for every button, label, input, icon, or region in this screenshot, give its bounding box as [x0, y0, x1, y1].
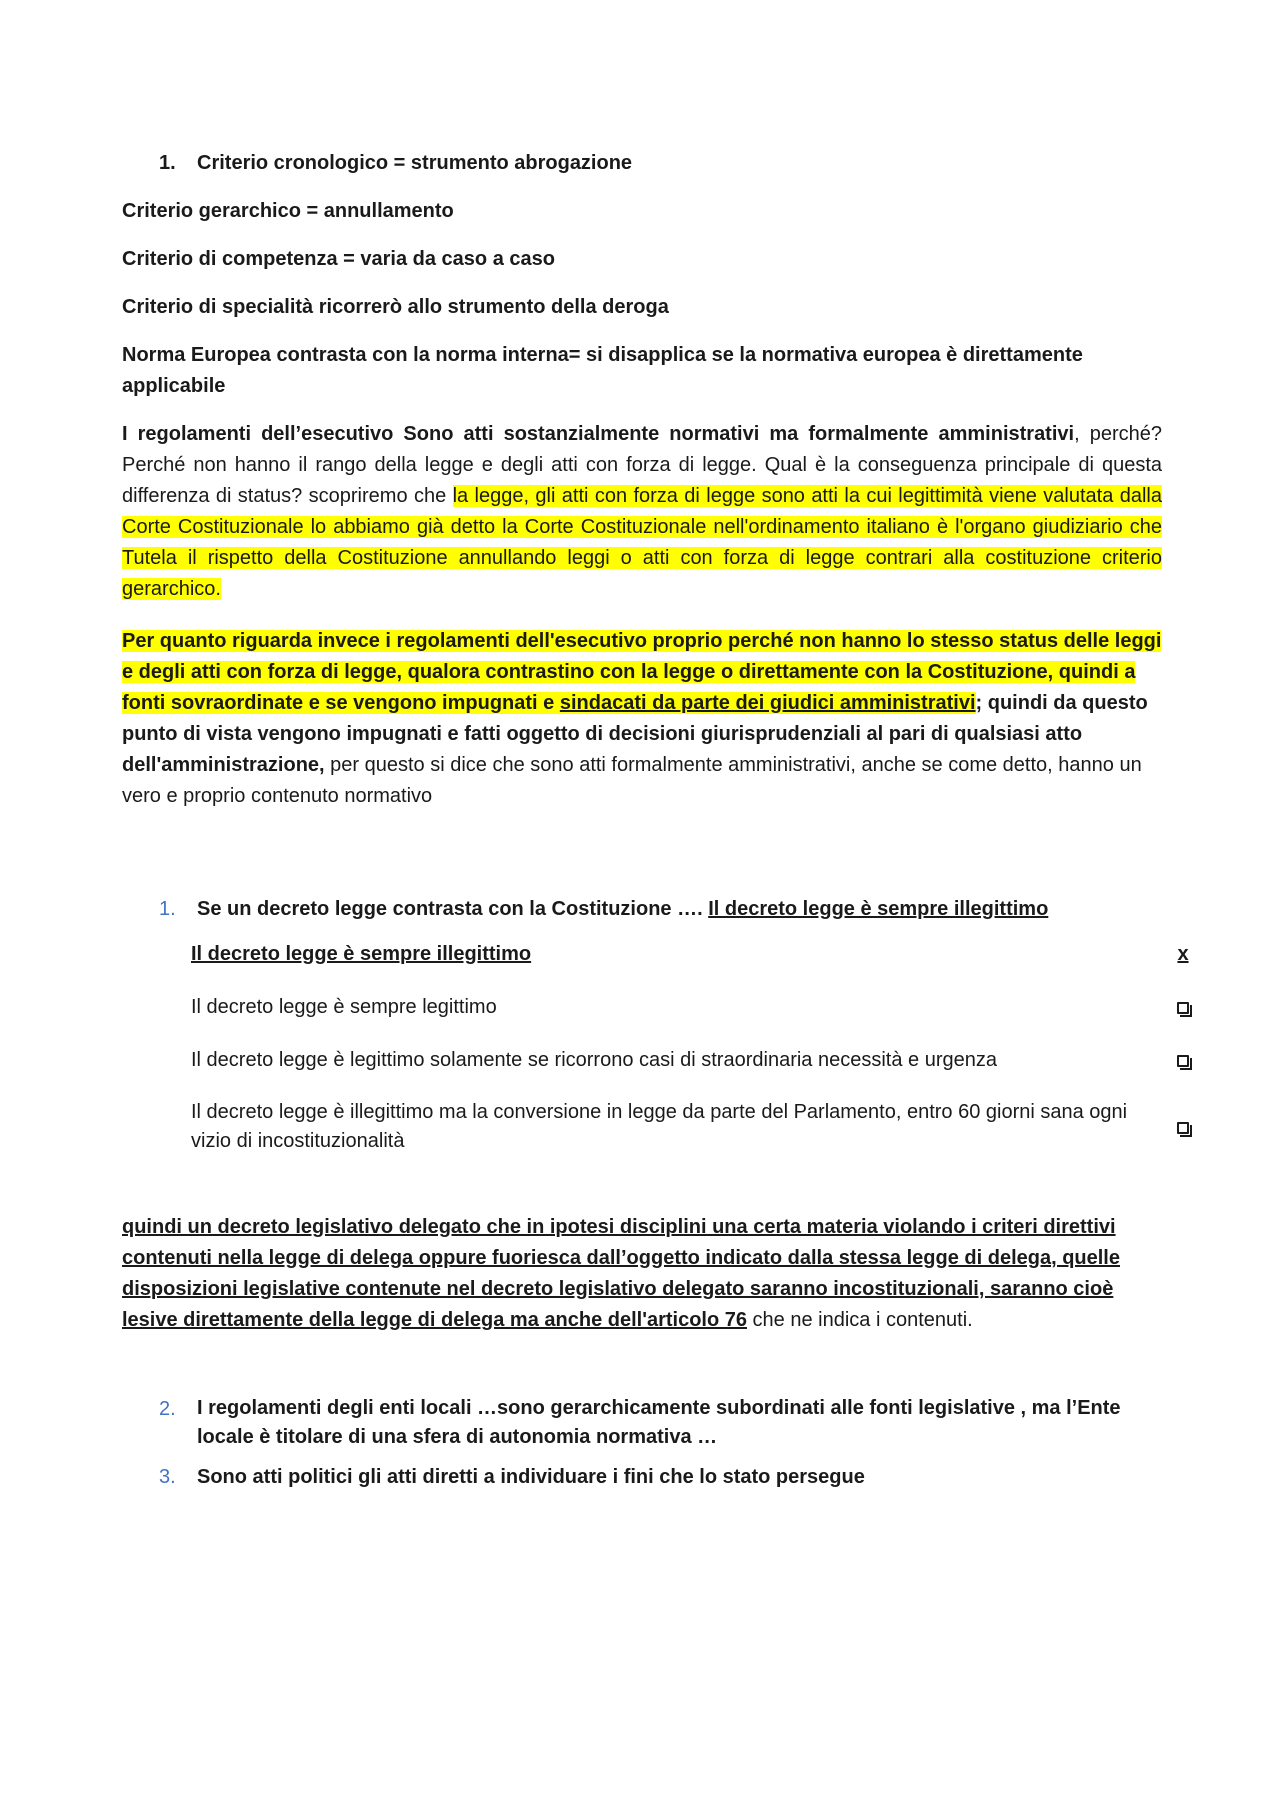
- highlighted-underlined-text: sindacati da parte dei giudici amministrativi: [559, 692, 976, 714]
- answer-options: [191, 939, 1193, 1156]
- list-number: 3.: [159, 1466, 176, 1488]
- norma-europea: Norma Europea contrasta con la norma interna= si disapplica se la normativa europea è direttamente applicabile: [122, 344, 1083, 397]
- option-2[interactable]: [191, 992, 1193, 1022]
- criterio-cronologico: Criterio cronologico = strumento abrogazione: [197, 152, 633, 174]
- list-number: 1.: [159, 898, 176, 920]
- option-4[interactable]: [191, 1098, 1193, 1156]
- question-text: Sono atti politici gli atti diretti a individuare i fini che lo stato persegue: [197, 1466, 865, 1488]
- question-text: I regolamenti degli enti locali …sono gerarchicamente subordinati alle fonti legislative , ma l’Ente locale è titolare di una sfera di autonomia normativa …: [197, 1397, 1121, 1448]
- regolamenti-text: , perché? Perché non hanno il rango della legge e degli atti con forza di legge. Qual è la conseguenza principale di questa differenza di status? scopriremo che: [122, 423, 1163, 507]
- option-text: Il decreto legge è sempre legittimo: [191, 996, 497, 1018]
- question-3: [122, 1462, 1162, 1493]
- criterio-competenza: Criterio di competenza = varia da caso a caso: [122, 248, 555, 270]
- highlighted-text: la legge, gli atti con forza di legge sono atti la cui legittimità viene valutata dalla Corte Costituzionale lo abbiamo già detto la Corte Costituzionale nell'ordinamento italiano è l'organo giudiziario che Tutela il rispetto della Costituzione annullando leggi o atti con forza di legge contrari alla costituzione criterio gerarchico.: [122, 485, 1162, 600]
- underlined-bold-text: quindi un decreto legislativo delegato che in ipotesi disciplini una certa materia violando i criteri direttivi contenuti nella legge di delega oppure fuoriesca dall’oggetto indicato dalla stessa legge di delega, quelle disposizioni legislative contenute nel decreto legislativo delegato saranno incostituzionali, saranno cioè lesive direttamente della legge di delega ma anche dell'articolo 76: [122, 1216, 1120, 1331]
- question-1: [122, 894, 1162, 925]
- x-mark-icon[interactable]: x: [1177, 943, 1189, 965]
- option-text: Il decreto legge è sempre illegittimo: [191, 943, 532, 965]
- plain-text: per questo si dice che sono atti formalmente amministrativi, anche se come detto, hanno un vero e proprio contenuto normativo: [122, 754, 1142, 807]
- question-2: [122, 1394, 1162, 1452]
- criteria-list-item: [122, 148, 1162, 179]
- option-text: Il decreto legge è illegittimo ma la conversione in legge da parte del Parlamento, entro 60 giorni sana ogni vizio di incostituzionalità: [191, 1101, 1128, 1152]
- plain-text: che ne indica i contenuti.: [747, 1309, 973, 1331]
- document-body: [122, 148, 1189, 1493]
- checkbox-icon[interactable]: [1173, 992, 1193, 1022]
- question-answer: Il decreto legge è sempre illegittimo: [708, 898, 1049, 920]
- criterio-gerarchico: Criterio gerarchico = annullamento: [122, 200, 454, 222]
- list-number: 1.: [159, 152, 176, 174]
- option-text: Il decreto legge è legittimo solamente se ricorrono casi di straordinaria necessità e urgenza: [191, 1049, 997, 1071]
- list-number: 2.: [159, 1398, 176, 1420]
- question-text: Se un decreto legge contrasta con la Costituzione …. Il decreto legge è sempre illegittimo: [197, 898, 1049, 920]
- option-1[interactable]: [191, 939, 1193, 969]
- checkbox-icon[interactable]: [1173, 1045, 1193, 1075]
- checkbox-icon[interactable]: [1173, 1112, 1193, 1142]
- regolamenti-paragraph-1: [122, 419, 1162, 605]
- criterio-specialita: Criterio di specialità ricorrerò allo strumento della deroga: [122, 296, 669, 318]
- bold-text: ; quindi da questo punto di vista vengono impugnati e fatti oggetto di decisioni giurisprudenziali al pari di qualsiasi atto dell'amministrazione,: [122, 692, 1148, 776]
- option-3[interactable]: [191, 1045, 1193, 1075]
- regolamenti-paragraph-2: [122, 626, 1162, 812]
- decreto-legislativo-paragraph: [122, 1212, 1162, 1336]
- highlighted-bold-text: Per quanto riguarda invece i regolamenti dell'esecutivo proprio perché non hanno lo stesso status delle leggi e degli atti con forza di legge, qualora contrastino con la legge o direttamente con la Costituzione, quindi a fonti sovraordinate e se vengono impugnati e: [122, 630, 1162, 714]
- regolamenti-lead: I regolamenti dell’esecutivo Sono atti sostanzialmente normativi ma formalmente amministrativi: [122, 423, 1075, 445]
